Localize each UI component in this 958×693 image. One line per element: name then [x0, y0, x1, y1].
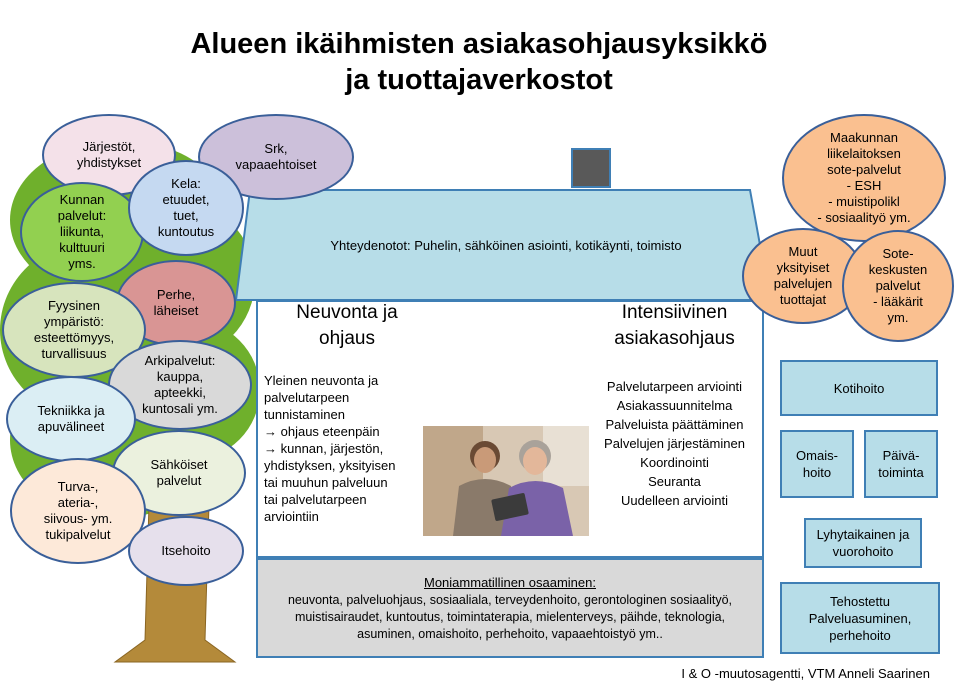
left-heading-line-1: Neuvonta ja	[296, 302, 398, 323]
oval-line: Tekniikka ja	[37, 403, 105, 418]
oval-line: kuntosali ym.	[142, 401, 218, 416]
box-line: Päivä-	[882, 448, 920, 463]
right-line: Seuranta	[648, 474, 701, 489]
oval-line: Sote-	[882, 246, 914, 261]
oval-sote-keskukset	[842, 230, 954, 342]
bottom-heading: Moniammatillinen osaaminen:	[424, 575, 596, 590]
right-line: Uudelleen arviointi	[621, 493, 728, 508]
oval-line: keskusten	[868, 262, 928, 277]
right-column-text	[592, 377, 757, 510]
oval-line: siivous- ym.	[43, 511, 113, 526]
oval-line: Järjestöt,	[82, 139, 136, 154]
oval-kunnan-palvelut	[20, 182, 144, 282]
right-column-heading	[592, 300, 757, 352]
left-column-heading	[272, 300, 422, 352]
oval-line: tuottajat	[779, 292, 827, 307]
oval-line: - muistipolikl	[828, 194, 900, 209]
chimney	[572, 149, 610, 187]
oval-line: - ESH	[846, 178, 882, 193]
oval-line: läheiset	[153, 303, 199, 318]
box-lyhytaikainen	[804, 518, 922, 568]
bottom-line: muistisairaudet, kuntoutus, toimintaterapia, mielenterveys, päihde, teknologia,	[294, 610, 726, 624]
left-heading-line-2: ohjaus	[319, 328, 375, 349]
box-line: toiminta	[878, 465, 924, 480]
oval-line: kauppa,	[156, 369, 204, 384]
oval-line: Turva-,	[57, 479, 99, 494]
left-line: tunnistaminen	[264, 407, 345, 422]
left-column-text	[264, 372, 424, 525]
oval-line: Srk,	[264, 141, 288, 156]
oval-line: palvelut:	[57, 208, 107, 223]
roof-contact-text: Yhteydenotot: Puhelin, sähköinen asiointi, kotikäynti, toimisto	[330, 238, 682, 253]
oval-line: yksityiset	[776, 260, 830, 275]
right-line: Palvelutarpeen arviointi	[606, 379, 743, 394]
left-line: → kunnan, järjestön,	[264, 441, 384, 456]
box-line: Tehostettu	[830, 593, 890, 609]
left-line: tai palvelutarpeen	[264, 492, 367, 507]
oval-line: palvelujen	[773, 276, 833, 291]
oval-tekniikka	[6, 376, 136, 462]
box-line: Omais-	[796, 448, 838, 463]
oval-line: tuet,	[173, 208, 199, 223]
multidisciplinary-competence-box	[256, 558, 764, 658]
oval-line: palvelut	[156, 473, 202, 488]
left-line: tai muuhun palveluun	[264, 475, 388, 490]
left-line: palvelutarpeen	[264, 390, 350, 405]
right-line: Asiakassuunnitelma	[616, 398, 733, 413]
box-line: Palveluasuminen,	[808, 610, 912, 626]
oval-line: kuntoutus	[157, 224, 215, 239]
oval-line: liikunta,	[59, 224, 105, 239]
box-line: perhehoito	[829, 627, 891, 643]
oval-maakunnan-sote	[782, 114, 946, 242]
oval-line: turvallisuus	[41, 346, 107, 361]
box-line: vuorohoito	[832, 544, 894, 559]
oval-line: yms.	[68, 256, 96, 271]
right-line: Palvelujen järjestäminen	[604, 436, 745, 451]
oval-line: kulttuuri	[59, 240, 105, 255]
oval-itsehoito	[128, 516, 244, 586]
box-kotihoito	[780, 360, 938, 416]
oval-line: Perhe,	[156, 287, 196, 302]
right-line: Palveluista päättäminen	[605, 417, 744, 432]
oval-line: sote-palvelut	[827, 162, 901, 177]
oval-line: Fyysinen	[47, 298, 100, 313]
oval-line: Itsehoito	[161, 543, 211, 558]
oval-line: esteettömyys,	[33, 330, 115, 345]
oval-line: Kela:	[171, 176, 201, 191]
oval-line: Arkipalvelut:	[144, 353, 216, 368]
oval-line: liikelaitoksen	[827, 146, 901, 161]
oval-line: palvelut	[875, 278, 921, 293]
oval-line: Sähköiset	[150, 457, 208, 472]
oval-line: yhdistykset	[76, 155, 142, 170]
box-paivatoiminta	[864, 430, 938, 498]
left-line: yhdistyksen, yksityisen	[264, 458, 396, 473]
bottom-line: asuminen, omaishoito, perhehoito, vapaaehtoistyö ym..	[357, 627, 663, 641]
oval-line: ateria-,	[57, 495, 99, 510]
oval-line: Maakunnan	[830, 130, 898, 145]
photo-two-women-with-tablet	[423, 426, 589, 536]
page-title-line-1: Alueen ikäihmisten asiakasohjausyksikkö	[190, 28, 768, 60]
oval-line: - sosiaalityö ym.	[817, 210, 911, 225]
oval-line: apteekki,	[153, 385, 207, 400]
oval-tukipalvelut	[10, 458, 146, 564]
oval-line: Muut	[788, 244, 818, 259]
oval-line: etuudet,	[162, 192, 210, 207]
oval-line: - lääkärit	[873, 294, 923, 309]
right-heading-line-1: Intensiivinen	[621, 302, 728, 323]
left-line: → ohjaus eteenpäin	[264, 424, 380, 439]
box-tehostettu	[780, 582, 940, 654]
oval-line: tukipalvelut	[45, 527, 111, 542]
oval-line: ympäristö:	[44, 314, 104, 329]
box-omaishoito	[780, 430, 854, 498]
oval-line: Kunnan	[59, 192, 105, 207]
box-line: Lyhytaikainen ja	[816, 527, 910, 542]
box-line: Kotihoito	[833, 380, 885, 396]
bottom-line: neuvonta, palveluohjaus, sosiaaliala, terveydenhoito, gerontologinen sosiaalityö,	[287, 593, 733, 607]
oval-line: apuvälineet	[37, 419, 105, 434]
footer-credit: I & O -muutosagentti, VTM Anneli Saarinen	[681, 666, 930, 681]
right-heading-line-2: asiakasohjaus	[614, 328, 735, 349]
left-line: Yleinen neuvonta ja	[264, 373, 379, 388]
right-line: Koordinointi	[640, 455, 709, 470]
page-title-line-2: ja tuottajaverkostot	[345, 64, 613, 96]
oval-kela	[128, 160, 244, 256]
oval-line: ym.	[887, 310, 909, 325]
box-line: hoito	[802, 465, 832, 480]
oval-line: vapaaehtoiset	[235, 157, 317, 172]
left-line: arviointiin	[264, 509, 319, 524]
